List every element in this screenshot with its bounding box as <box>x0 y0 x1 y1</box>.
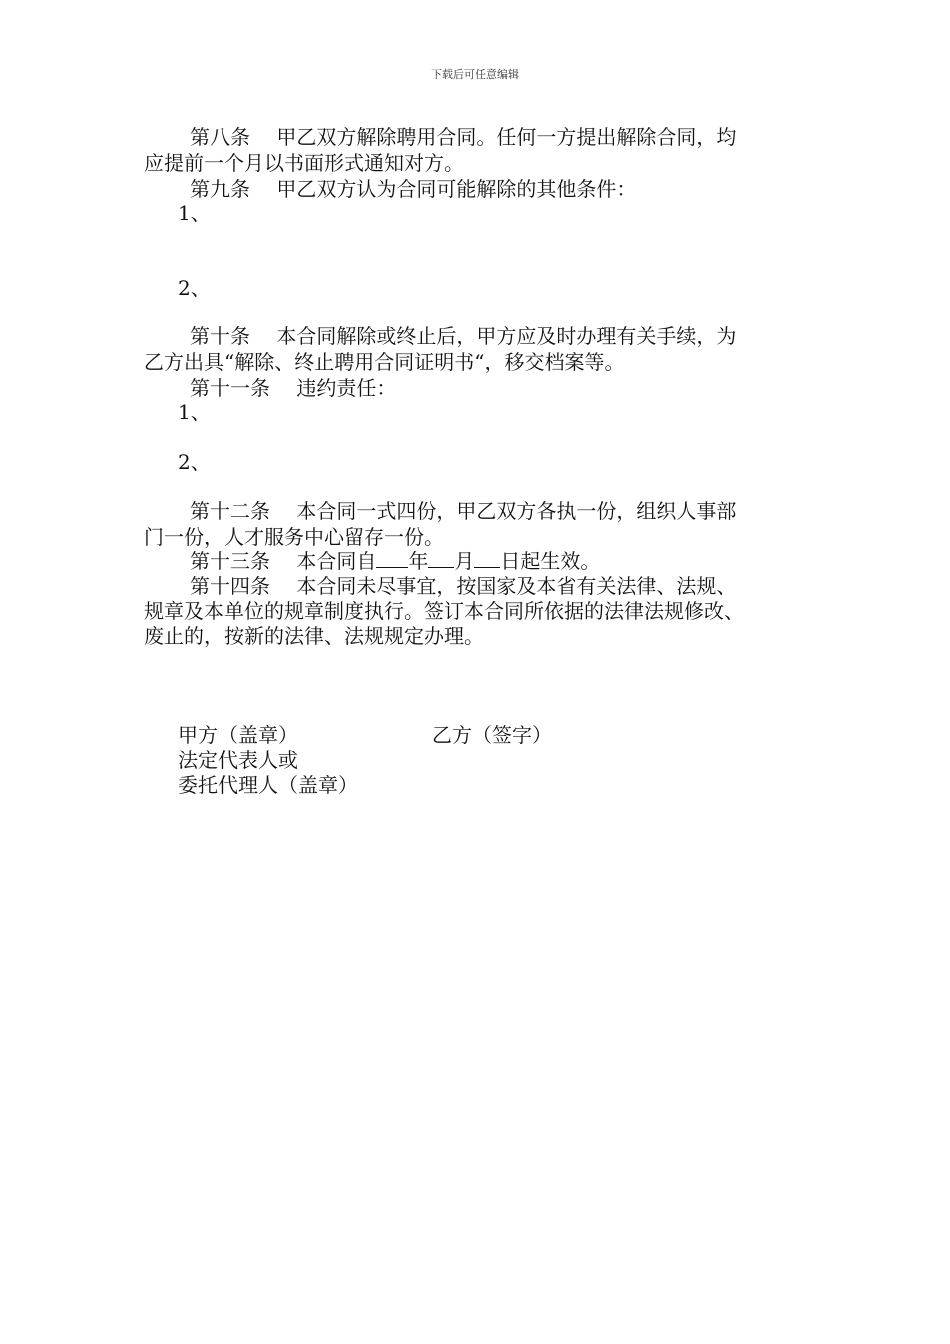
article-10-line-2: 乙方出具“解除、终止聘用合同证明书“，移交档案等。 <box>144 350 625 374</box>
party-a-seal: 甲方（盖章） <box>178 723 298 747</box>
month-blank <box>428 549 454 568</box>
article-14-line-3: 废止的，按新的法律、法规规定办理。 <box>144 624 484 648</box>
article-11-item-1: 1、 <box>178 400 211 424</box>
article-14-line-2: 规章及本单位的规章制度执行。签订本合同所依据的法律法规修改、 <box>144 599 744 623</box>
article-12-line-2: 门一份，人才服务中心留存一份。 <box>144 525 444 549</box>
day-blank <box>474 549 500 568</box>
article-8-line-1: 第八条 甲乙双方解除聘用合同。任何一方提出解除合同，均 <box>190 125 737 149</box>
year-blank <box>376 549 408 568</box>
representative-line-2: 委托代理人（盖章） <box>178 773 358 797</box>
day-label: 日起生效。 <box>500 549 601 573</box>
month-label: 月 <box>454 549 475 573</box>
article-11-line-1: 第十一条 违约责任： <box>190 376 397 400</box>
party-b-signature: 乙方（签字） <box>432 723 552 747</box>
article-9-item-1: 1、 <box>178 201 211 225</box>
article-12-line-1: 第十二条 本合同一式四份，甲乙双方各执一份，组织人事部 <box>190 499 737 523</box>
article-13 <box>190 549 600 573</box>
article-9-item-2: 2、 <box>178 276 211 300</box>
page-header: 下载后可任意编辑 <box>431 68 519 81</box>
article-9-line-1: 第九条 甲乙双方认为合同可能解除的其他条件： <box>190 177 637 201</box>
year-label: 年 <box>408 549 429 573</box>
article-8-line-2: 应提前一个月以书面形式通知对方。 <box>144 151 464 175</box>
article-13-prefix: 第十三条 本合同自 <box>190 549 377 573</box>
article-10-line-1: 第十条 本合同解除或终止后，甲方应及时办理有关手续，为 <box>190 324 737 348</box>
article-14-line-1: 第十四条 本合同未尽事宜，按国家及本省有关法律、法规、 <box>190 574 737 598</box>
representative-line-1: 法定代表人或 <box>178 748 298 772</box>
article-11-item-2: 2、 <box>178 450 211 474</box>
